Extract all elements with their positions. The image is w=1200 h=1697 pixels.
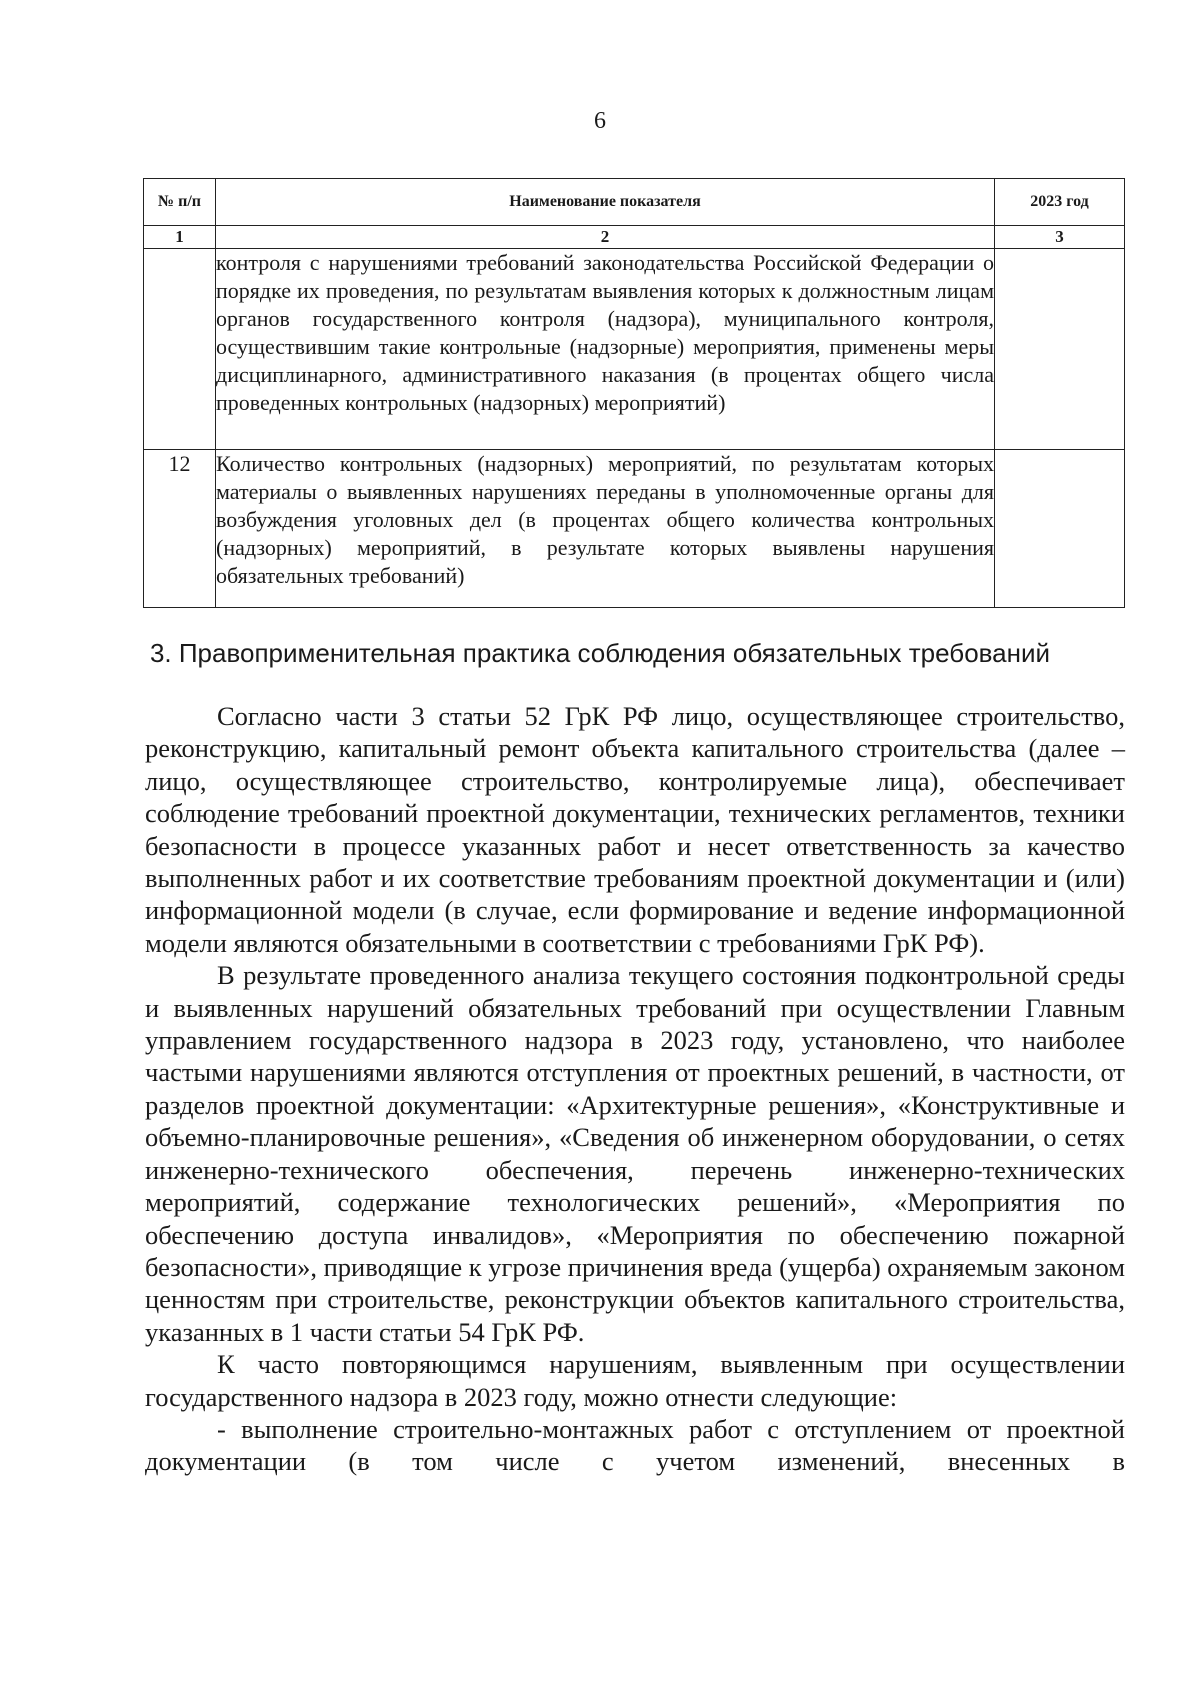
column-number: 2 bbox=[216, 226, 995, 249]
indicator-value bbox=[995, 450, 1125, 608]
page-number: 6 bbox=[594, 108, 606, 134]
header-number: № п/п bbox=[144, 179, 216, 226]
header-indicator-name: Наименование показателя bbox=[216, 179, 995, 226]
body-text bbox=[145, 700, 1125, 1478]
column-number: 3 bbox=[995, 226, 1125, 249]
column-number: 1 bbox=[144, 226, 216, 249]
header-year: 2023 год bbox=[995, 179, 1125, 226]
indicator-text: Количество контрольных (надзорных) мероприятий, по результатам которых материалы о выявленных нарушениях переданы в уполномоченные органы для возбуждения уголовных дел (в процентах общего количества контрольных (надзорных) мероприятий, в результате которых выявлены нарушения обязательных требований) bbox=[216, 450, 995, 608]
table-header-row bbox=[144, 179, 1125, 226]
section-title: 3. Правоприменительная практика соблюдения обязательных требований bbox=[149, 638, 1051, 668]
paragraph: В результате проведенного анализа текущего состояния подконтрольной среды и выявленных нарушений обязательных требований при осуществлении Главным управлением государственного надзора в 2023 году, установлено, что наиболее частыми нарушениями являются отступления от проектных решений, в частности, от разделов проектной документации: «Архитектурные решения», «Конструктивные и объемно-планировочные решения», «Сведения об инженерном оборудовании, о сетях инженерно-технического обеспечения, перечень инженерно-технических мероприятий, содержание технологических решений», «Мероприятия по обеспечению доступа инвалидов», «Мероприятия по обеспечению пожарной безопасности», приводящие к угрозе причинения вреда (ущерба) охраняемым законом ценностям при строительстве, реконструкции объектов капитального строительства, указанных в 1 части статьи 54 ГрК РФ. bbox=[145, 960, 1125, 1347]
indicators-table bbox=[143, 178, 1125, 608]
paragraph: Согласно части 3 статьи 52 ГрК РФ лицо, осуществляющее строительство, реконструкцию, капитальный ремонт объекта капитального строительства (далее – лицо, осуществляющее строительство, контролируемые лица), обеспечивает соблюдение требований проектной документации, технических регламентов, техники безопасности в процессе указанных работ и несет ответственность за качество выполненных работ и их соответствие требованиям проектной документации и (или) информационной модели (в случае, если формирование и ведение информационной модели являются обязательными в соответствии с требованиями ГрК РФ). bbox=[145, 701, 1125, 958]
paragraph: - выполнение строительно-монтажных работ с отступлением от проектной документации (в том числе с учетом изменений, внесенных в bbox=[145, 1413, 1125, 1477]
column-numbers-row bbox=[144, 226, 1125, 249]
indicator-value bbox=[995, 249, 1125, 450]
row-number: 12 bbox=[144, 450, 216, 608]
row-number bbox=[144, 249, 216, 450]
indicator-text: контроля с нарушениями требований законодательства Российской Федерации о порядке их проведения, по результатам выявления которых к должностным лицам органов государственного контроля (надзора), муниципального контроля, осуществившим такие контрольные (надзорные) мероприятия, применены меры дисциплинарного, административного наказания (в процентах общего числа проведенных контрольных (надзорных) мероприятий) bbox=[216, 249, 995, 450]
paragraph: К часто повторяющимся нарушениям, выявленным при осуществлении государственного надзора в 2023 году, можно отнести следующие: bbox=[145, 1349, 1125, 1412]
table-row bbox=[144, 249, 1125, 450]
table-row bbox=[144, 450, 1125, 608]
